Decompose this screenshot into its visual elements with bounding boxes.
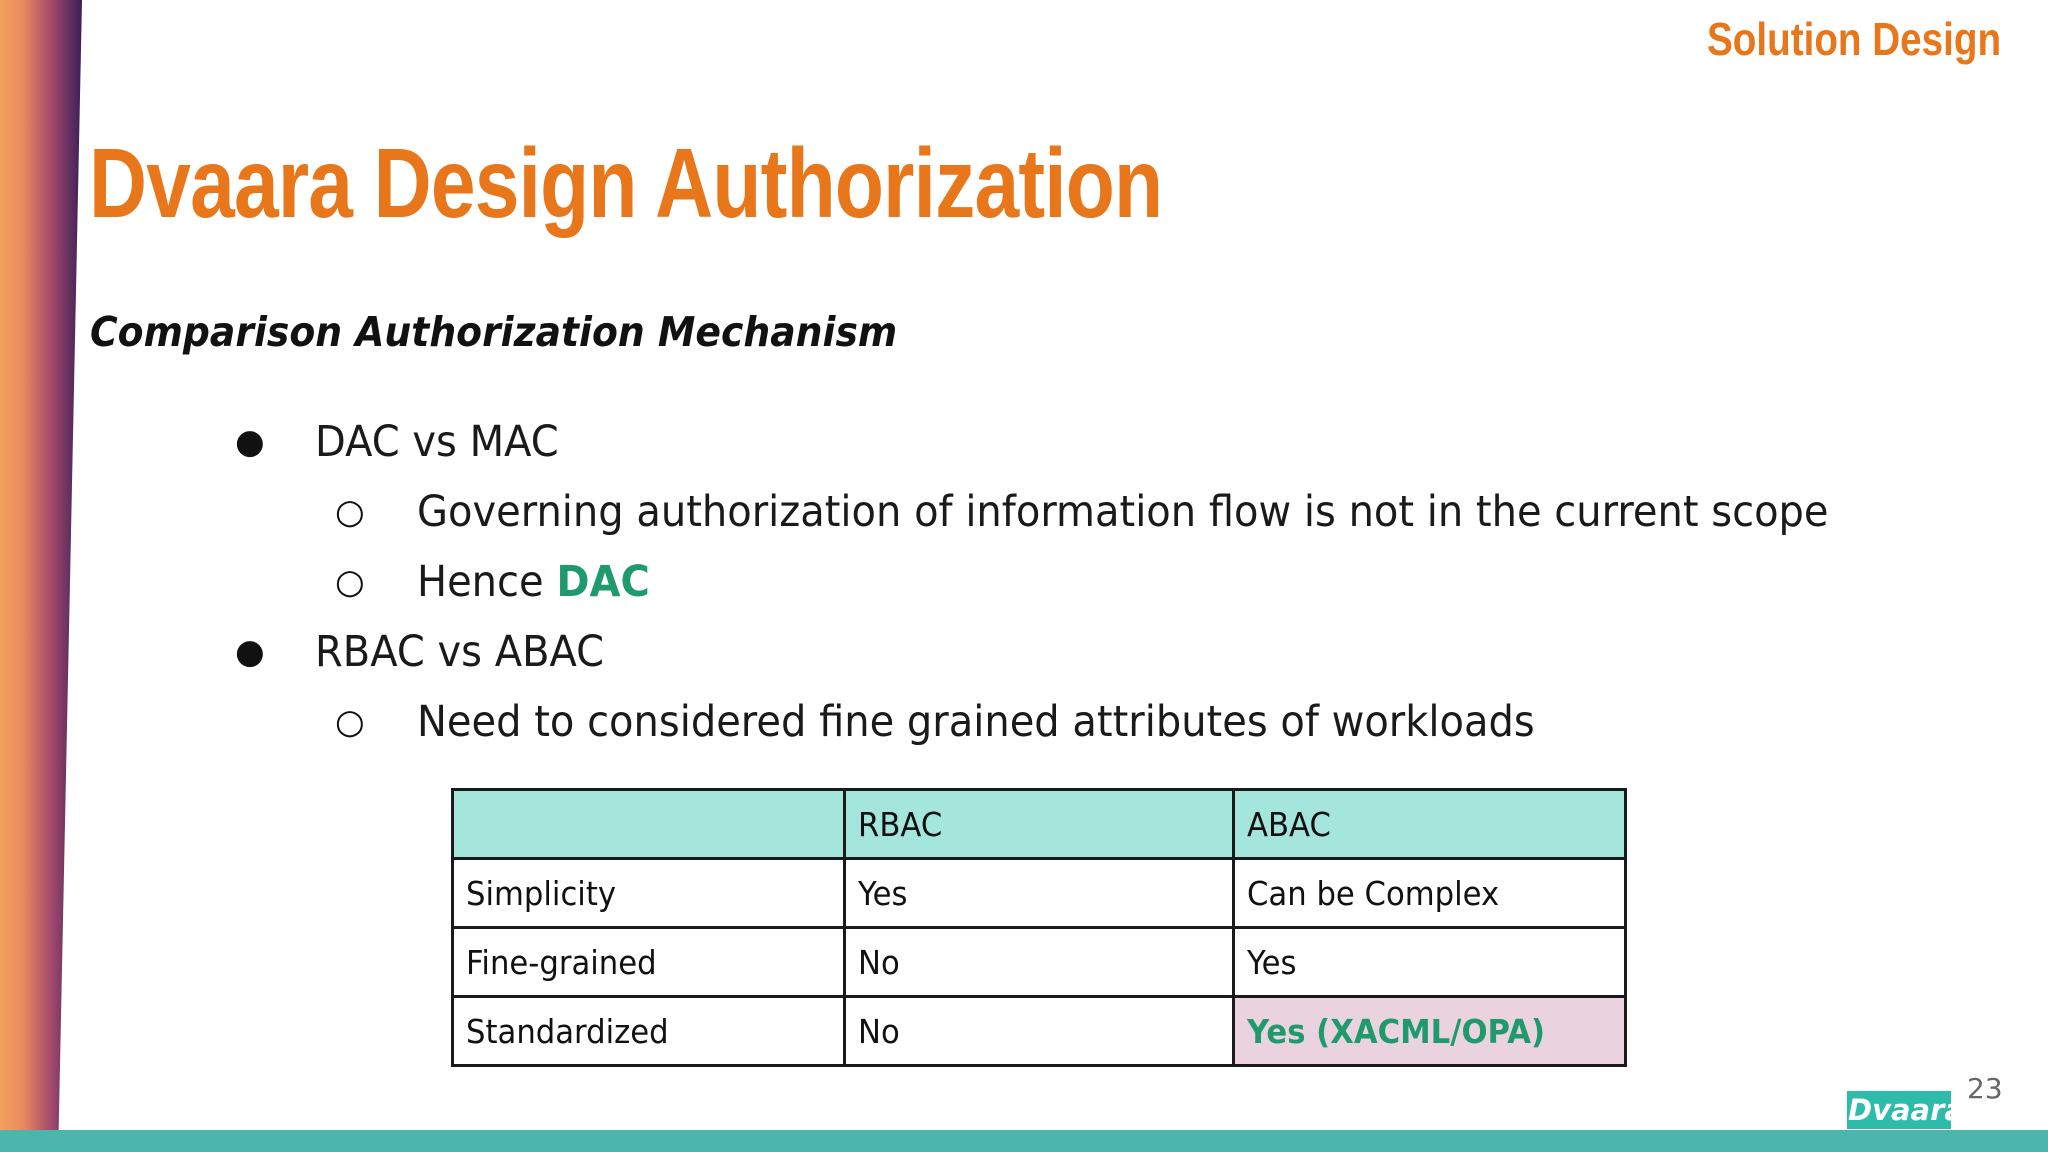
- bullet-text: RBAC vs ABAC: [315, 627, 605, 677]
- table-row: [453, 859, 1626, 928]
- page-number: 23: [1967, 1072, 2003, 1105]
- table-cell: Yes: [845, 859, 1234, 928]
- bullet-item: [235, 417, 577, 467]
- table-cell: Yes: [1234, 928, 1626, 997]
- sub-bullet-text: Need to considered fine grained attributes of workloads: [417, 697, 1535, 747]
- dac-highlight: DAC: [556, 557, 650, 607]
- sub-bullet-item: [335, 487, 1935, 537]
- sub-bullet-marker: ○: [335, 492, 365, 532]
- table-cell: Fine-grained: [453, 928, 845, 997]
- left-gradient-bar: [0, 0, 82, 1152]
- table-cell: No: [845, 997, 1234, 1066]
- bullet-marker: ●: [235, 632, 265, 672]
- bullet-marker: ●: [235, 422, 265, 462]
- bullet-text: DAC vs MAC: [315, 417, 559, 467]
- table-header-cell: [453, 790, 845, 859]
- dvaara-logo: Dvaara: [1848, 1093, 1964, 1127]
- sub-bullet-marker: ○: [335, 702, 365, 742]
- table-header-cell: RBAC: [845, 790, 1234, 859]
- comparison-table: [451, 788, 1627, 1067]
- sub-bullet-text: Hence: [417, 557, 557, 607]
- sub-bullet-item: [335, 557, 667, 607]
- table-cell: Standardized: [453, 997, 845, 1066]
- table-cell: Can be Complex: [1234, 859, 1626, 928]
- table-cell: Simplicity: [453, 859, 845, 928]
- sub-bullet-marker: ○: [335, 562, 365, 602]
- table-header-row: [453, 790, 1626, 859]
- footer-band: [0, 1130, 2048, 1152]
- slide-title: Dvaara Design Authorization: [89, 128, 1163, 238]
- sub-bullet-item: [335, 697, 1619, 747]
- section-label: Solution Design: [1706, 13, 2001, 65]
- table-row: [453, 928, 1626, 997]
- table-row: [453, 997, 1626, 1066]
- bullet-item: [235, 627, 626, 677]
- slide-subtitle: Comparison Authorization Mechanism: [90, 308, 898, 356]
- table-header-cell: ABAC: [1234, 790, 1626, 859]
- table-cell: No: [845, 928, 1234, 997]
- highlighted-table-cell: Yes (XACML/OPA): [1234, 997, 1626, 1066]
- sub-bullet-text: Governing authorization of information flow is not in the current scope: [417, 487, 1829, 537]
